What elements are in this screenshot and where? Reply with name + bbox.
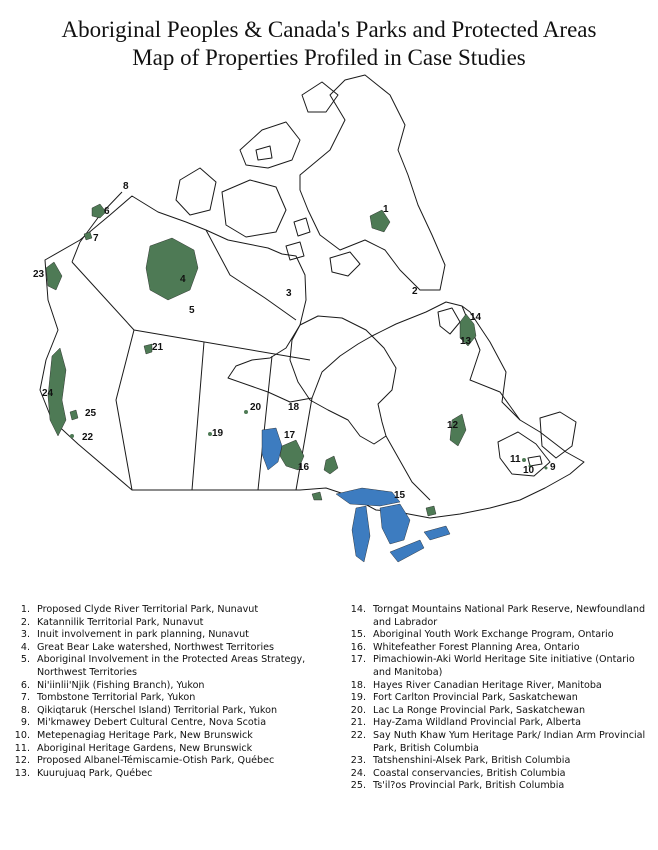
legend-item [14, 692, 346, 705]
legend-item-text: Ni'iinlii'Njik (Fishing Branch), Yukon [37, 679, 205, 691]
alberta-sask-border [192, 342, 204, 490]
park-25 [70, 410, 78, 420]
legend-item-number: 2. [20, 616, 30, 628]
legend-column-1 [14, 604, 346, 780]
map-label-1: 1 [383, 204, 389, 215]
legend-item-number: 8. [20, 704, 30, 716]
map-label-8: 8 [123, 181, 129, 192]
legend-item-number: 25. [350, 780, 366, 792]
legend-item-number: 16. [350, 641, 366, 653]
legend-item-text: Great Bear Lake watershed, Northwest Territories [37, 641, 275, 653]
map-label-13: 13 [460, 336, 472, 347]
legend-item-text: Aboriginal Involvement in the Protected Areas Strategy, Northwest Territories [37, 654, 306, 678]
legend-item [14, 768, 346, 781]
legend-item-number: 5. [20, 654, 30, 666]
map-label-25: 25 [85, 408, 97, 419]
map-label-5: 5 [189, 305, 195, 316]
legend-item-number: 12. [14, 755, 30, 767]
legend-item [14, 717, 346, 730]
site-marker-20 [244, 410, 248, 414]
park-4 [146, 238, 198, 300]
legend-item-text: Inuit involvement in park planning, Nunavut [37, 629, 249, 641]
arctic-islet-3 [256, 146, 272, 160]
map-label-15: 15 [394, 490, 406, 501]
map-label-20: 20 [250, 402, 262, 413]
legend-item-number: 1. [20, 604, 30, 615]
legend-item [350, 730, 654, 755]
legend-item-number: 6. [20, 679, 30, 691]
legend-item-number: 10. [14, 729, 30, 741]
queen-elizabeth-islands [240, 122, 300, 168]
lake-michigan [352, 506, 370, 562]
map-label-4: 4 [180, 274, 186, 285]
legend-item [14, 680, 346, 693]
legend-item [14, 743, 346, 756]
map-label-11: 11 [510, 454, 521, 465]
legend-item-number: 21. [350, 717, 366, 729]
legend-item [350, 654, 654, 679]
banks-island [176, 168, 216, 215]
lake-winnipeg [262, 428, 282, 470]
site-marker-22 [70, 434, 74, 438]
map-label-14: 14 [470, 312, 482, 323]
sask-manitoba-border [258, 356, 272, 490]
legend-item [14, 730, 346, 743]
canada-map [0, 70, 658, 585]
legend-item [14, 755, 346, 768]
park-16b [324, 456, 338, 474]
park-15b [426, 506, 436, 516]
legend-item-number: 20. [350, 704, 366, 716]
map-label-9: 9 [550, 462, 556, 473]
victoria-island [222, 180, 286, 237]
legend-item-number: 13. [14, 767, 30, 779]
legend-item-text: Metepenagiag Heritage Park, New Brunswick [37, 729, 253, 741]
legend-item [350, 604, 654, 629]
legend-item-number: 3. [20, 629, 30, 641]
map-label-12: 12 [447, 420, 459, 431]
southampton-island [330, 252, 360, 276]
legend-item-number: 23. [350, 755, 366, 767]
newfoundland [540, 412, 576, 458]
ungava-bay [438, 308, 460, 334]
legend-item [350, 717, 654, 730]
legend-item-text: Qikiqtaruk (Herschel Island) Territorial Park, Yukon [37, 704, 278, 716]
yukon-nwt-border [72, 192, 122, 262]
legend-item-text: Aboriginal Heritage Gardens, New Brunswick [37, 742, 253, 754]
legend-item-text: Pimachiowin-Aki World Heritage Site initiative (Ontario and Manitoba) [373, 654, 635, 678]
legend-item-text: Proposed Clyde River Territorial Park, Nunavut [37, 604, 259, 615]
legend-item [350, 692, 654, 705]
legend-item-number: 18. [350, 679, 366, 691]
legend-item-number: 17. [350, 654, 366, 666]
legend-item [350, 680, 654, 693]
lake-superior [336, 488, 400, 506]
map-label-7: 7 [93, 233, 99, 244]
legend-item-number: 24. [350, 767, 366, 779]
legend-item-text: Proposed Albanel-Témiscamie-Otish Park, Québec [37, 755, 275, 767]
legend-item-number: 11. [14, 742, 30, 754]
park-7 [84, 232, 92, 240]
map-label-2: 2 [412, 286, 418, 297]
legend-item-text: Tatshenshini-Alsek Park, British Columbia [373, 755, 571, 767]
legend-item-text: Fort Carlton Provincial Park, Saskatchewan [373, 692, 578, 704]
map-label-18: 18 [288, 402, 300, 413]
ontario-quebec-border [386, 436, 430, 500]
map-label-3: 3 [286, 288, 292, 299]
legend-item [350, 755, 654, 768]
map-title-line1: Aboriginal Peoples & Canada's Parks and Protected Areas [61, 17, 597, 42]
map-label-22: 22 [82, 432, 94, 443]
legend-item-number: 22. [350, 729, 366, 741]
legend-item [350, 642, 654, 655]
legend-item-text: Katannilik Territorial Park, Nunavut [37, 616, 204, 628]
baffin-island [300, 75, 445, 290]
legend-item-text: Ts'il?os Provincial Park, British Columbia [373, 780, 565, 792]
legend-item-text: Tombstone Territorial Park, Yukon [37, 692, 196, 704]
bc-alberta-north-border [72, 262, 134, 330]
bc-alberta-border [116, 330, 134, 490]
map-label-17: 17 [284, 430, 296, 441]
legend-item [14, 642, 346, 655]
legend-item [350, 705, 654, 718]
park-15 [312, 492, 322, 500]
legend-item-text: Hayes River Canadian Heritage River, Manitoba [373, 679, 602, 691]
site-marker-11 [522, 458, 526, 462]
legend-item-text: Hay-Zama Wildland Provincial Park, Alberta [373, 717, 582, 729]
park-21 [144, 344, 152, 354]
map-label-23: 23 [33, 269, 45, 280]
park-23 [46, 262, 62, 290]
legend-item [350, 629, 654, 642]
legend-item [14, 617, 346, 630]
legend-item-text: Lac La Ronge Provincial Park, Saskatchewan [373, 704, 586, 716]
legend-item [14, 705, 346, 718]
legend-item-number: 19. [350, 692, 366, 704]
legend-item-text: Mi'kmawey Debert Cultural Centre, Nova Scotia [37, 717, 267, 729]
map-label-10: 10 [523, 465, 535, 476]
map-title-line2: Map of Properties Profiled in Case Studies [132, 45, 526, 70]
legend-item-text: Say Nuth Khaw Yum Heritage Park/ Indian Arm Provincial Park, British Columbia [373, 729, 646, 754]
legend-item [350, 768, 654, 781]
legend-column-2 [350, 604, 654, 793]
legend-item [14, 604, 346, 617]
nwt-nunavut-border [206, 230, 296, 320]
map-label-21: 21 [152, 342, 164, 353]
map-label-6: 6 [104, 206, 110, 217]
legend-item-number: 14. [350, 604, 366, 615]
ellesmere-island [302, 82, 338, 112]
map-label-19: 19 [212, 428, 224, 439]
legend-item-text: Aboriginal Youth Work Exchange Program, Ontario [373, 629, 614, 641]
legend-item-text: Torngat Mountains National Park Reserve, Newfoundland and Labrador [373, 604, 646, 628]
legend-item-number: 4. [20, 641, 30, 653]
hudson-bay [290, 316, 396, 444]
lake-erie [390, 540, 424, 562]
map-label-24: 24 [42, 388, 54, 399]
legend-item [14, 629, 346, 642]
arctic-islet-2 [286, 242, 304, 260]
site-marker-9 [545, 467, 548, 470]
legend-item [350, 780, 654, 793]
legend-item-number: 15. [350, 629, 366, 641]
legend-item-number: 7. [20, 692, 30, 704]
legend-item-number: 9. [20, 717, 30, 729]
legend-item-text: Kuurujuaq Park, Québec [37, 767, 153, 779]
legend-item [14, 654, 346, 679]
legend-item-text: Coastal conservancies, British Columbia [373, 767, 566, 779]
lake-ontario [424, 526, 450, 540]
legend-item-text: Whitefeather Forest Planning Area, Ontario [373, 641, 580, 653]
arctic-islet-1 [294, 218, 310, 236]
mainland-outline [40, 196, 584, 518]
map-label-16: 16 [298, 462, 310, 473]
lake-huron [380, 504, 410, 544]
